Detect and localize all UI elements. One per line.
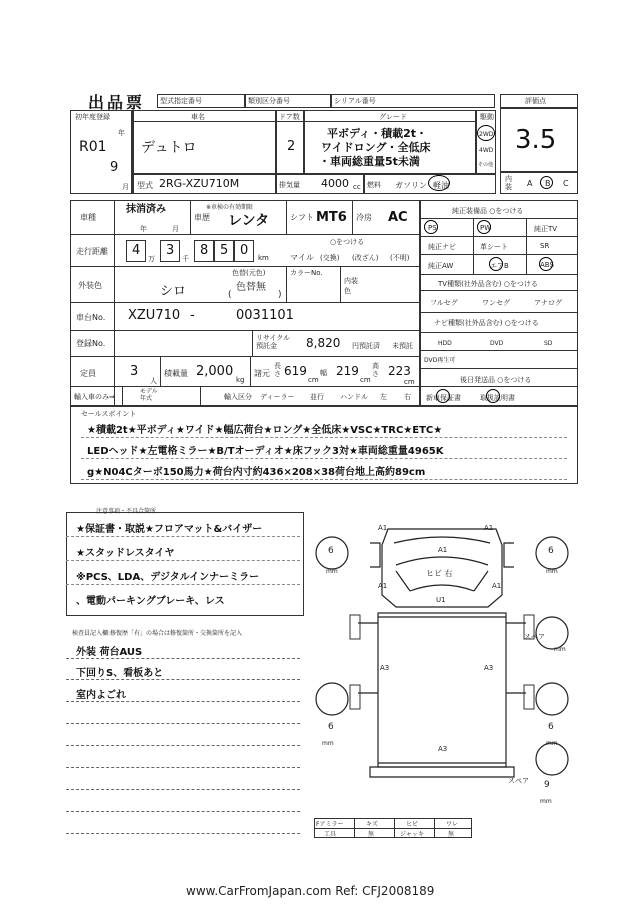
import-opt-2: 並行 — [310, 393, 324, 401]
mark-a3-right: A3 — [484, 664, 494, 672]
dims-label: 諸元 — [254, 369, 270, 378]
fuel-label: 燃料 — [367, 181, 381, 189]
usage-label: 車歴 — [194, 213, 210, 222]
mileage-d3: 8 — [200, 243, 209, 258]
interior-label: 内装 — [505, 175, 512, 191]
legend-h1: Fアミラー — [316, 821, 344, 828]
legend-v2: 無 — [368, 831, 375, 838]
height-value: 223 — [388, 364, 411, 378]
capacity-unit: 人 — [150, 377, 157, 385]
dvd-play: DVD再生可 — [424, 357, 456, 364]
equip-abs: ABS — [540, 261, 554, 269]
drive-2wd-circle — [477, 125, 495, 141]
height-label: 高さ — [372, 362, 379, 378]
car-name: デュトロ — [141, 140, 197, 156]
mile-opt-1: マイル — [290, 253, 314, 262]
drive-label: 駆動 — [480, 113, 494, 121]
type-label: 型式 — [137, 181, 153, 190]
shift-value: MT6 — [316, 210, 347, 225]
mark-u1: U1 — [436, 596, 446, 604]
ac-value: AC — [388, 210, 408, 225]
recycle-status: 未預託 — [392, 342, 413, 350]
color-change: 色替無 — [236, 282, 266, 293]
docs-label: 後日発送品 ○をつける — [460, 376, 532, 384]
color-orig-label: 色替(元色) — [232, 269, 266, 277]
mileage-u2: 千 — [182, 255, 189, 263]
first-reg-month: 9 — [110, 160, 119, 175]
score-label-box — [500, 94, 578, 108]
navi-sd: SD — [544, 340, 553, 347]
import-opt-4: 左 — [380, 393, 387, 401]
doors-box — [276, 110, 304, 174]
equip-ps: PS — [428, 224, 437, 232]
mileage-d4-box — [214, 240, 234, 262]
navi-hdd: HDD — [438, 340, 452, 347]
tv-one: ワンセグ — [482, 299, 510, 307]
tv-label: TV種類(社外品含む) ○をつける — [438, 280, 538, 288]
usage-value: レンタ — [228, 213, 270, 229]
grade-line3: ・車両総重量5t未満 — [319, 155, 420, 168]
legend-h2: キズ — [366, 821, 378, 828]
mark-a3-left: A3 — [380, 664, 390, 672]
capacity-label: 定員 — [80, 369, 96, 378]
score-label: 評価点 — [525, 97, 546, 105]
interior-b-circle — [540, 176, 553, 189]
length-value: 619 — [284, 364, 307, 378]
capacity-value: 3 — [130, 364, 139, 379]
tire-rear-left-unit: mm — [322, 740, 334, 747]
model-code-box — [157, 94, 245, 108]
equip-leather: 革シート — [480, 243, 508, 251]
note-line-1: ★保証書・取説★フロアマット&バイザー — [76, 524, 263, 535]
spare1-label: スペア — [524, 633, 545, 641]
mileage-d3-box — [194, 240, 214, 262]
class-code-label: 類別区分番号 — [248, 97, 290, 105]
note-line-3: ※PCS、LDA、デジタルインナーミラー — [76, 572, 260, 583]
tire-front-right: 6 — [548, 546, 554, 556]
exterior-label: 外装色 — [78, 281, 102, 290]
drive-4wd: 4WD — [479, 147, 494, 154]
sales-line-3: g★N04Cターボ150馬力★荷台内寸約436×208×38荷台地上高約89cm — [87, 467, 426, 478]
mark-a1-mid: A1 — [438, 546, 448, 554]
mileage-d5-box — [234, 240, 254, 262]
vehicle-kind-label: 車種 — [80, 213, 96, 222]
tire-front-left: 6 — [328, 546, 334, 556]
load-value: 2,000 — [196, 364, 234, 379]
drive-box — [476, 110, 496, 174]
legend-h3: ヒビ — [406, 821, 419, 828]
width-label: 幅 — [320, 369, 327, 377]
mileage-d1: 4 — [132, 243, 141, 258]
equip-ps-circle — [424, 220, 438, 234]
tire-front-left-unit: mm — [326, 568, 338, 575]
color-paren-close: ) — [278, 290, 282, 300]
fuel-diesel: 軽油 — [433, 181, 449, 190]
spare2-unit: mm — [540, 798, 552, 805]
year-unit: 年 — [118, 129, 125, 137]
mileage-d1-box — [126, 240, 146, 262]
equip-pw-circle — [477, 220, 491, 234]
spare2-label: スペア — [508, 777, 529, 785]
displacement-box — [276, 174, 364, 194]
spare2-value: 9 — [544, 780, 550, 790]
docs-warranty-circle — [436, 389, 450, 403]
legend-v3: ジャッキ — [400, 831, 424, 838]
equip-navi: 純正ナビ — [428, 243, 456, 251]
mark-a1-right: A1 — [492, 582, 502, 590]
note-line-4: 、電動パーキングブレーキ、レス — [76, 596, 225, 607]
inspection-label: 検査員記入欄:修復歴「有」の場合は修復箇所・交換箇所を記入 — [72, 630, 243, 637]
chassis-dash: - — [190, 308, 195, 323]
class-code-box — [245, 94, 331, 108]
tv-analog: アナログ — [534, 299, 562, 307]
docs-warranty: 新車保証書 — [426, 394, 461, 402]
docs-manual: 取扱説明書 — [480, 394, 515, 402]
color-no-label: カラーNo. — [290, 269, 323, 277]
interior-grade-b: B — [545, 179, 551, 188]
fuel-diesel-circle — [428, 175, 450, 191]
grade-label: グレード — [379, 113, 407, 121]
equip-airbag: エアB — [490, 262, 509, 270]
width-value: 219 — [336, 364, 359, 378]
note-line-2: ★スタッドレスタイヤ — [76, 548, 175, 559]
expiry-year-unit: 年 — [140, 225, 147, 233]
month-unit: 月 — [122, 183, 129, 191]
score-value: 3.5 — [515, 125, 557, 155]
notes-label: 注意事項・不具合箇所 — [96, 508, 157, 515]
mileage-u1: 万 — [148, 255, 155, 263]
length-unit: cm — [308, 376, 319, 384]
drive-2wd: 2WD — [479, 131, 494, 138]
first-reg-label: 初年度登録 — [75, 113, 110, 121]
tire-rear-right-unit: mm — [546, 740, 558, 747]
type-value: 2RG-XZU710M — [159, 177, 240, 190]
interior-grade-c: C — [563, 179, 569, 188]
grade-line2: ワイドロング・全低床 — [321, 141, 431, 154]
mileage-d2: 3 — [166, 243, 175, 258]
mileage-d5: 0 — [240, 243, 249, 258]
equipment-std-label: 純正装備品 ○をつける — [452, 207, 524, 215]
displacement-value: 4000 — [321, 177, 349, 190]
mark-a3-bottom: A3 — [438, 745, 448, 753]
load-unit: kg — [236, 376, 245, 384]
tire-rear-right: 6 — [548, 722, 554, 732]
shift-label: シフト — [290, 213, 314, 222]
load-label: 積載量 — [164, 369, 188, 378]
first-reg-year: R01 — [79, 139, 107, 155]
chassis-no: 0031101 — [236, 308, 294, 323]
mark-a1-top-right: A1 — [484, 524, 494, 532]
reg-no-label: 登録No. — [76, 339, 106, 348]
serial-box — [331, 94, 495, 108]
import-cat-label: 輸入区分 — [224, 393, 252, 401]
expiry-month-unit: 月 — [172, 225, 179, 233]
sales-line-1: ★積載2t★平ボディ★ワイド★幅広荷台★ロング★全低床★VSC★TRC★ETC★ — [87, 425, 443, 436]
equip-abs-circle — [539, 257, 553, 271]
inspection-line-2: 下回りS、看板あと — [76, 668, 164, 679]
import-opt-1: ディーラー — [260, 393, 295, 401]
chassis-label: 車台No. — [76, 313, 106, 322]
mile-opt-4: (不明) — [390, 254, 410, 262]
recycle-label: リサイクル預託金 — [256, 334, 291, 350]
mile-opt-3: (改ざん) — [352, 254, 379, 262]
docs-manual-circle — [486, 389, 500, 403]
spare1-unit: mm — [554, 646, 566, 653]
expiry-label: ※車検の有効期限 — [206, 204, 254, 211]
legend-v4: 無 — [448, 831, 455, 838]
mileage-unit: km — [258, 254, 269, 262]
displacement-label: 排気量 — [279, 181, 300, 189]
model-code-label: 型式指定番号 — [160, 97, 202, 105]
form-title: 出品票 — [88, 93, 146, 112]
import-label: 輸入車のみ⇒ — [74, 393, 115, 401]
ac-label: 冷房 — [356, 213, 372, 222]
tv-full: フルセグ — [430, 299, 458, 307]
equip-tv: 純正TV — [534, 225, 558, 233]
legend-h4: ワレ — [446, 821, 459, 828]
equip-airbag-circle — [489, 257, 503, 271]
mileage-d2-box — [160, 240, 180, 262]
displacement-unit: cc — [353, 183, 361, 191]
car-name-box — [132, 110, 276, 174]
inspection-line-3: 室内よごれ — [76, 690, 126, 701]
doors-label: ドア数 — [279, 113, 300, 121]
import-opt-5: 右 — [404, 393, 411, 401]
length-label: 長さ — [274, 362, 281, 378]
mark-a1-left: A1 — [378, 582, 388, 590]
recycle-value: 8,820 — [306, 336, 341, 350]
score-box — [500, 108, 578, 172]
footer-watermark: www.CarFromJapan.com Ref: CFJ2008189 — [186, 884, 435, 898]
legend-v1: 工具 — [324, 831, 337, 838]
mileage-d4: 5 — [220, 243, 229, 258]
height-unit: cm — [404, 378, 415, 386]
chassis-prefix: XZU710 — [128, 308, 181, 323]
interior-color-label: 内装色 — [344, 277, 358, 295]
width-unit: cm — [360, 376, 371, 384]
navi-label: ナビ種類(社外品含む) ○をつける — [434, 319, 539, 327]
equip-pw: PW — [480, 224, 492, 232]
navi-dvd: DVD — [490, 340, 504, 347]
sales-line-2: LEDヘッド★左電格ミラー★B/Tオーディオ★床フック3対★車両総重量4965K — [87, 446, 444, 457]
tire-rear-left: 6 — [328, 722, 334, 732]
grade-box — [304, 110, 476, 174]
interior-grade-box — [500, 172, 578, 194]
mileage-circle-label: ○をつける — [330, 238, 365, 246]
sales-points-label: セールスポイント — [81, 410, 137, 418]
model-year-label: モデル年式 — [140, 388, 158, 402]
mile-opt-2: (交換) — [320, 254, 340, 262]
car-name-label: 車名 — [191, 113, 205, 121]
mileage-label: 走行距離 — [76, 247, 108, 256]
fuel-gasoline: ガソリン — [395, 181, 427, 190]
type-box — [132, 174, 276, 194]
equip-sr: SR — [540, 242, 550, 250]
exterior-color: シロ — [160, 284, 187, 299]
serial-label: シリアル番号 — [334, 97, 376, 105]
color-paren: ( — [228, 290, 232, 300]
mark-a1-top-left: A1 — [378, 524, 388, 532]
recycle-unit: 円預託済 — [352, 342, 380, 350]
sales-points-box — [70, 406, 578, 484]
import-opt-3: ハンドル — [340, 393, 368, 401]
equip-aw: 純正AW — [428, 262, 454, 270]
drive-other: その他 — [478, 162, 494, 168]
doors-value: 2 — [287, 139, 296, 154]
tire-front-right-unit: mm — [546, 568, 558, 575]
grade-line1: 平ボディ・積載2t・ — [327, 127, 428, 140]
mark-hood: ヒビ 右 — [426, 569, 453, 578]
interior-grade-a: A — [527, 179, 533, 188]
registration-status: 抹消済み — [126, 204, 166, 215]
inspection-line-1: 外装 荷台AUS — [76, 647, 143, 658]
